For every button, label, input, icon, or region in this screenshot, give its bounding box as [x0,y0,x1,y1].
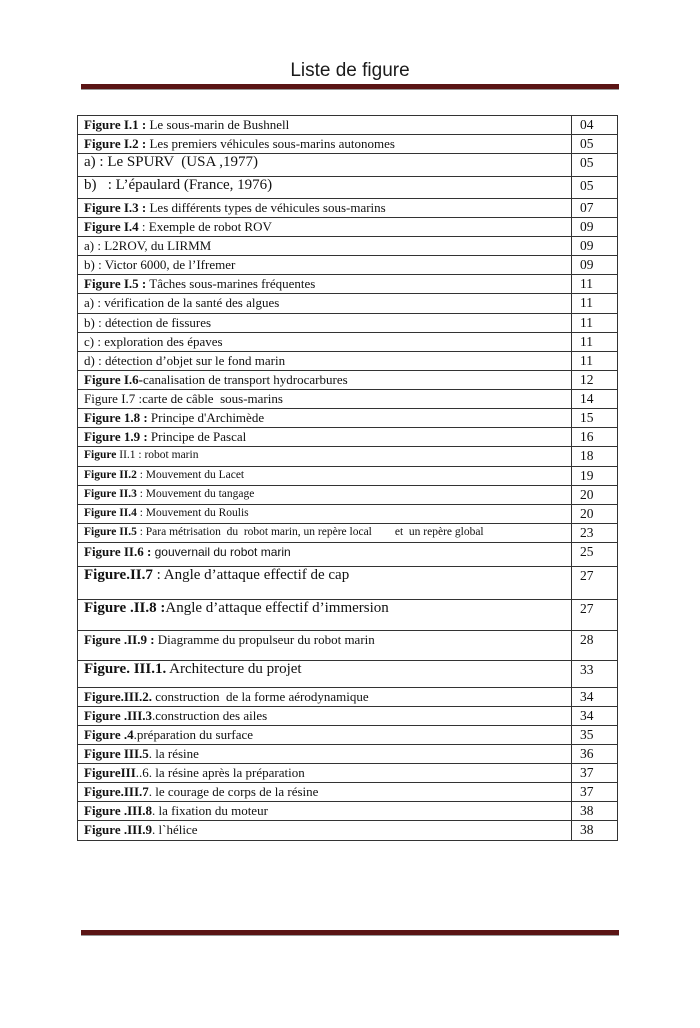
figure-row [78,486,618,505]
figure-row [78,428,618,447]
figure-row [78,116,618,135]
figure-row [78,543,618,567]
figure-row [78,600,618,631]
page-number: 33 [572,661,618,688]
figure-row [78,352,618,371]
page-number: 09 [572,218,618,237]
page-number: 38 [572,821,618,841]
figure-caption [78,707,572,726]
figure-label: Figure .II.8 : [84,600,166,616]
figure-label: FigureIII [84,765,136,780]
figure-row [78,661,618,688]
page-number: 27 [572,600,618,631]
figure-caption [78,294,572,314]
figure-caption [78,116,572,135]
figure-label: Figure III.5 [84,746,149,761]
figure-label: Figure I.3 : [84,200,147,215]
figure-caption [78,467,572,486]
figure-label: Figure .III.9 [84,822,153,837]
figure-title: Principe d'Archimède [147,410,265,425]
figure-label: Figure II.4 [84,507,137,519]
figure-row [78,199,618,218]
figure-row [78,154,618,177]
figure-label: Figure .4 [84,727,134,742]
figure-caption [78,821,572,841]
figure-caption [78,314,572,333]
figure-caption [78,783,572,802]
page-number: 09 [572,256,618,275]
figure-title: .préparation du surface [133,727,254,742]
figure-row [78,256,618,275]
page-number: 27 [572,567,618,600]
figure-caption [78,543,572,567]
figure-label: Figure .III.3 [84,708,153,723]
figure-caption [78,486,572,505]
figure-caption [78,275,572,294]
figure-row [78,467,618,486]
figure-title: : Para métrisation du robot marin, un repère local et un repère global [136,526,484,538]
page-number: 37 [572,764,618,783]
figure-caption [78,600,572,631]
figure-label: Figure II.5 [84,526,137,538]
figure-row [78,371,618,390]
figure-title: Diagramme du propulseur du robot marin [154,632,375,647]
figure-row [78,783,618,802]
page-number: 19 [572,467,618,486]
figure-label: Figure .III.8 [84,803,153,818]
figure-caption [78,409,572,428]
figure-row [78,177,618,199]
figure-title: construction de la forme aérodynamique [152,689,369,704]
page-number: 34 [572,707,618,726]
figure-caption [78,177,572,199]
figure-title: gouvernail du robot marin [151,545,291,559]
figure-title: : Mouvement du tangage [136,488,255,500]
figure-row [78,524,618,543]
page-number: 25 [572,543,618,567]
page-number: 07 [572,199,618,218]
page-number: 15 [572,409,618,428]
figure-row [78,333,618,352]
figure-caption [78,745,572,764]
figure-label: Figure.III.7 [84,784,149,799]
figure-title: Le sous-marin de Bushnell [146,117,290,132]
figure-label: Figure II.2 [84,469,137,481]
figure-title: Angle d’attaque effectif d’immersion [165,600,389,616]
page-number: 11 [572,333,618,352]
page-number: 12 [572,371,618,390]
figure-caption [78,237,572,256]
figure-title: ..6. la résine après la préparation [135,765,305,780]
page-number: 34 [572,688,618,707]
page-number: 11 [572,314,618,333]
page-number: 14 [572,390,618,409]
page-number: 20 [572,505,618,524]
figure-caption [78,135,572,154]
page-number: 23 [572,524,618,543]
figure-caption [78,371,572,390]
figure-caption [78,764,572,783]
figure-title: c) : exploration des épaves [84,334,223,349]
figure-title: Les premiers véhicules sous-marins autonomes [146,136,395,151]
figure-title: b) : Victor 6000, de l’Ifremer [84,257,236,272]
figure-row [78,821,618,841]
figure-title: b) : L’épaulard (France, 1976) [84,177,273,193]
figure-caption [78,154,572,177]
figure-row [78,294,618,314]
footer-rule [81,930,619,936]
figure-caption [78,524,572,543]
figure-row [78,409,618,428]
page-number: 11 [572,294,618,314]
figure-title: . la résine [148,746,199,761]
figure-caption [78,428,572,447]
figure-row [78,726,618,745]
figure-row [78,764,618,783]
figure-row [78,135,618,154]
figure-row [78,631,618,661]
figure-label: Figure I.2 : [84,136,147,151]
page-title: Liste de figure [290,60,410,81]
figure-label: Figure. III.1. [84,661,167,677]
page-number: 04 [572,116,618,135]
figure-label: Figure 1.8 : [84,410,148,425]
figure-title: II.1 : robot marin [116,449,199,461]
page-number: 37 [572,783,618,802]
figure-title: : Exemple de robot ROV [138,219,272,234]
page-number: 20 [572,486,618,505]
figure-caption [78,688,572,707]
figure-row [78,745,618,764]
figure-title: b) : détection de fissures [84,315,212,330]
figure-label: Figure II.3 [84,488,137,500]
figure-caption [78,390,572,409]
figure-title: a) : Le SPURV (USA ,1977) [84,154,258,170]
figure-title: . le courage de corps de la résine [148,784,319,799]
header-rule [81,84,619,90]
figure-caption [78,352,572,371]
figure-caption [78,256,572,275]
figure-row [78,688,618,707]
figure-title: Principe de Pascal [147,429,247,444]
figure-caption [78,567,572,600]
figure-caption [78,333,572,352]
page-number: 36 [572,745,618,764]
figure-title: : Mouvement du Roulis [136,507,249,519]
figure-label: Figure I.1 : [84,117,147,132]
page-number: 28 [572,631,618,661]
page-number: 05 [572,154,618,177]
figure-label: Figure 1.9 : [84,429,148,444]
figure-caption [78,631,572,661]
page-number: 35 [572,726,618,745]
figure-title: Figure I.7 :carte de câble sous-marins [84,391,283,406]
page-number: 05 [572,135,618,154]
figure-title: . l`hélice [152,822,198,837]
page-number: 09 [572,237,618,256]
figure-row [78,218,618,237]
figure-label: Figure .II.9 : [84,632,155,647]
figure-title: Tâches sous-marines fréquentes [146,276,316,291]
page-number: 16 [572,428,618,447]
page-number: 05 [572,177,618,199]
figure-caption [78,661,572,688]
figure-label: Figure.II.7 [84,567,153,583]
figure-row [78,505,618,524]
figure-caption [78,447,572,467]
page-number: 11 [572,352,618,371]
page-number: 11 [572,275,618,294]
figure-row [78,567,618,600]
figure-caption [78,802,572,821]
figure-label: Figure I.4 [84,219,139,234]
figure-label: Figure I.5 : [84,276,147,291]
figure-title: Les différents types de véhicules sous-marins [146,200,386,215]
figure-row [78,237,618,256]
figure-label: Figure I.6- [84,372,143,387]
figure-title: a) : vérification de la santé des algues [84,295,280,310]
figure-row [78,275,618,294]
figure-label: Figure [84,449,117,461]
figure-row [78,390,618,409]
figure-caption [78,505,572,524]
figure-caption [78,218,572,237]
figure-caption [78,726,572,745]
figure-label: Figure II.6 : [84,544,152,559]
page-number: 38 [572,802,618,821]
figure-row [78,707,618,726]
figure-row [78,447,618,467]
figure-title: .construction des ailes [152,708,268,723]
figure-row [78,314,618,333]
figure-title: . la fixation du moteur [152,803,268,818]
figure-title: a) : L2ROV, du LIRMM [84,238,212,253]
figure-title: : Angle d’attaque effectif de cap [152,567,350,583]
figure-title: Architecture du projet [166,661,302,677]
figure-title: : Mouvement du Lacet [136,469,245,481]
figure-list-table [77,115,618,841]
figure-label: Figure.III.2. [84,689,153,704]
figure-title: d) : détection d’objet sur le fond marin [84,353,286,368]
page-number: 18 [572,447,618,467]
figure-title: canalisation de transport hydrocarbures [142,372,348,387]
figure-caption [78,199,572,218]
figure-row [78,802,618,821]
